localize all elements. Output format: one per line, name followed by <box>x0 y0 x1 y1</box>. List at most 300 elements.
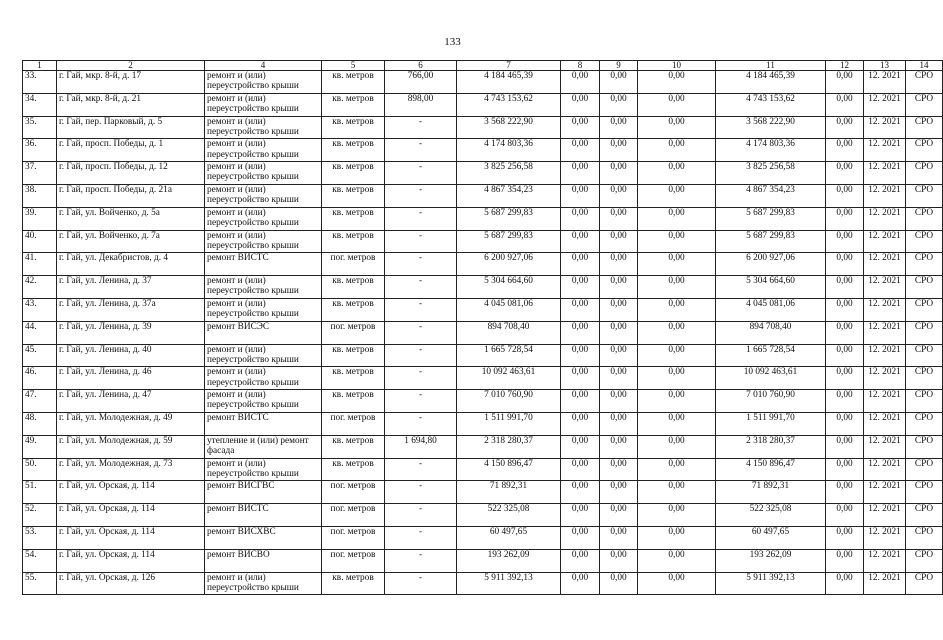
fund-cell-12: 0,00 <box>826 572 864 595</box>
table-body <box>23 71 943 595</box>
unit-cell: пог. метров <box>322 253 385 276</box>
deadline-cell: 12. 2021 <box>864 390 906 413</box>
row-number: 54. <box>23 549 57 572</box>
volume-cell: - <box>385 549 457 572</box>
fund-cell-12: 0,00 <box>826 139 864 162</box>
fund-cell-9: 0,00 <box>600 435 638 458</box>
table-row <box>23 367 943 390</box>
address-cell: г. Гай, ул. Молодежная, д. 49 <box>57 412 205 435</box>
volume-cell: - <box>385 298 457 321</box>
fund-cell-10: 0,00 <box>638 230 716 253</box>
fund-cell-8: 0,00 <box>561 435 600 458</box>
fund-cell-12: 0,00 <box>826 344 864 367</box>
table-row <box>23 253 943 276</box>
owner-funds-cell: 4 867 354,23 <box>716 184 826 207</box>
fund-cell-9: 0,00 <box>600 367 638 390</box>
fund-cell-9: 0,00 <box>600 412 638 435</box>
total-cost-cell: 3 825 256,58 <box>457 162 561 185</box>
total-cost-cell: 3 568 222,90 <box>457 116 561 139</box>
fund-cell-12: 0,00 <box>826 367 864 390</box>
table-row <box>23 390 943 413</box>
table-row <box>23 481 943 504</box>
row-number: 47. <box>23 390 57 413</box>
volume-cell: - <box>385 458 457 481</box>
owner-funds-cell: 5 687 299,83 <box>716 230 826 253</box>
address-cell: г. Гай, ул. Ленина, д. 47 <box>57 390 205 413</box>
address-cell: г. Гай, ул. Молодежная, д. 73 <box>57 458 205 481</box>
source-cell: СРО <box>906 549 943 572</box>
fund-cell-9: 0,00 <box>600 207 638 230</box>
address-cell: г. Гай, ул. Молодежная, д. 59 <box>57 435 205 458</box>
column-header-7: 7 <box>457 61 561 71</box>
fund-cell-8: 0,00 <box>561 162 600 185</box>
source-cell: СРО <box>906 367 943 390</box>
fund-cell-10: 0,00 <box>638 298 716 321</box>
total-cost-cell: 522 325,08 <box>457 504 561 527</box>
table-row <box>23 276 943 299</box>
unit-cell: кв. метров <box>322 367 385 390</box>
work-type-cell: утепление и (или) ремонт фасада <box>205 435 322 458</box>
fund-cell-12: 0,00 <box>826 412 864 435</box>
unit-cell: кв. метров <box>322 207 385 230</box>
column-header-10: 10 <box>638 61 716 71</box>
column-header-2: 2 <box>57 61 205 71</box>
source-cell: СРО <box>906 207 943 230</box>
address-cell: г. Гай, пер. Парковый, д. 5 <box>57 116 205 139</box>
source-cell: СРО <box>906 184 943 207</box>
deadline-cell: 12. 2021 <box>864 298 906 321</box>
total-cost-cell: 4 174 803,36 <box>457 139 561 162</box>
total-cost-cell: 5 687 299,83 <box>457 207 561 230</box>
unit-cell: кв. метров <box>322 230 385 253</box>
address-cell: г. Гай, ул. Орская, д. 126 <box>57 572 205 595</box>
fund-cell-12: 0,00 <box>826 71 864 94</box>
column-header-11: 11 <box>716 61 826 71</box>
work-type-cell: ремонт и (или) переустройство крыши <box>205 139 322 162</box>
work-type-cell: ремонт и (или) переустройство крыши <box>205 276 322 299</box>
fund-cell-8: 0,00 <box>561 344 600 367</box>
unit-cell: кв. метров <box>322 435 385 458</box>
table-row <box>23 344 943 367</box>
table-row <box>23 549 943 572</box>
unit-cell: кв. метров <box>322 344 385 367</box>
work-type-cell: ремонт ВИСТС <box>205 412 322 435</box>
unit-cell: пог. метров <box>322 321 385 344</box>
fund-cell-8: 0,00 <box>561 71 600 94</box>
fund-cell-9: 0,00 <box>600 390 638 413</box>
column-header-6: 6 <box>385 61 457 71</box>
work-type-cell: ремонт ВИСТС <box>205 253 322 276</box>
fund-cell-8: 0,00 <box>561 207 600 230</box>
fund-cell-12: 0,00 <box>826 390 864 413</box>
fund-cell-9: 0,00 <box>600 139 638 162</box>
column-header-4: 4 <box>205 61 322 71</box>
fund-cell-12: 0,00 <box>826 162 864 185</box>
volume-cell: - <box>385 276 457 299</box>
fund-cell-9: 0,00 <box>600 321 638 344</box>
fund-cell-12: 0,00 <box>826 253 864 276</box>
fund-cell-8: 0,00 <box>561 412 600 435</box>
fund-cell-9: 0,00 <box>600 298 638 321</box>
address-cell: г. Гай, ул. Орская, д. 114 <box>57 481 205 504</box>
unit-cell: кв. метров <box>322 276 385 299</box>
source-cell: СРО <box>906 481 943 504</box>
fund-cell-9: 0,00 <box>600 344 638 367</box>
unit-cell: кв. метров <box>322 390 385 413</box>
fund-cell-9: 0,00 <box>600 481 638 504</box>
address-cell: г. Гай, ул. Ленина, д. 39 <box>57 321 205 344</box>
row-number: 40. <box>23 230 57 253</box>
total-cost-cell: 193 262,09 <box>457 549 561 572</box>
unit-cell: кв. метров <box>322 572 385 595</box>
fund-cell-8: 0,00 <box>561 549 600 572</box>
page-number: 133 <box>444 36 461 48</box>
work-type-cell: ремонт ВИСГВС <box>205 481 322 504</box>
source-cell: СРО <box>906 116 943 139</box>
volume-cell: 898,00 <box>385 93 457 116</box>
volume-cell: - <box>385 184 457 207</box>
work-type-cell: ремонт и (или) переустройство крыши <box>205 572 322 595</box>
fund-cell-10: 0,00 <box>638 549 716 572</box>
table-row <box>23 321 943 344</box>
deadline-cell: 12. 2021 <box>864 162 906 185</box>
source-cell: СРО <box>906 458 943 481</box>
total-cost-cell: 1 665 728,54 <box>457 344 561 367</box>
fund-cell-12: 0,00 <box>826 116 864 139</box>
unit-cell: кв. метров <box>322 71 385 94</box>
fund-cell-12: 0,00 <box>826 93 864 116</box>
deadline-cell: 12. 2021 <box>864 412 906 435</box>
total-cost-cell: 894 708,40 <box>457 321 561 344</box>
unit-cell: кв. метров <box>322 139 385 162</box>
fund-cell-12: 0,00 <box>826 435 864 458</box>
work-type-cell: ремонт и (или) переустройство крыши <box>205 207 322 230</box>
deadline-cell: 12. 2021 <box>864 321 906 344</box>
volume-cell: - <box>385 367 457 390</box>
fund-cell-9: 0,00 <box>600 572 638 595</box>
deadline-cell: 12. 2021 <box>864 116 906 139</box>
volume-cell: - <box>385 412 457 435</box>
row-number: 36. <box>23 139 57 162</box>
unit-cell: пог. метров <box>322 549 385 572</box>
volume-cell: 766,00 <box>385 71 457 94</box>
address-cell: г. Гай, мкр. 8-й, д. 21 <box>57 93 205 116</box>
fund-cell-10: 0,00 <box>638 162 716 185</box>
address-cell: г. Гай, ул. Ленина, д. 46 <box>57 367 205 390</box>
total-cost-cell: 4 867 354,23 <box>457 184 561 207</box>
fund-cell-8: 0,00 <box>561 367 600 390</box>
fund-cell-10: 0,00 <box>638 367 716 390</box>
owner-funds-cell: 60 497,65 <box>716 526 826 549</box>
fund-cell-12: 0,00 <box>826 230 864 253</box>
fund-cell-9: 0,00 <box>600 549 638 572</box>
row-number: 38. <box>23 184 57 207</box>
work-type-cell: ремонт ВИСТС <box>205 504 322 527</box>
fund-cell-10: 0,00 <box>638 435 716 458</box>
unit-cell: пог. метров <box>322 412 385 435</box>
unit-cell: кв. метров <box>322 184 385 207</box>
row-number: 33. <box>23 71 57 94</box>
source-cell: СРО <box>906 344 943 367</box>
row-number: 37. <box>23 162 57 185</box>
deadline-cell: 12. 2021 <box>864 367 906 390</box>
repair-program-table <box>22 60 943 595</box>
fund-cell-8: 0,00 <box>561 458 600 481</box>
row-number: 34. <box>23 93 57 116</box>
owner-funds-cell: 1 665 728,54 <box>716 344 826 367</box>
fund-cell-8: 0,00 <box>561 321 600 344</box>
fund-cell-12: 0,00 <box>826 207 864 230</box>
source-cell: СРО <box>906 276 943 299</box>
column-header-1: 1 <box>23 61 57 71</box>
fund-cell-8: 0,00 <box>561 504 600 527</box>
column-number-row <box>23 61 943 71</box>
work-type-cell: ремонт ВИСВО <box>205 549 322 572</box>
owner-funds-cell: 5 911 392,13 <box>716 572 826 595</box>
owner-funds-cell: 5 687 299,83 <box>716 207 826 230</box>
owner-funds-cell: 2 318 280,37 <box>716 435 826 458</box>
source-cell: СРО <box>906 412 943 435</box>
deadline-cell: 12. 2021 <box>864 184 906 207</box>
owner-funds-cell: 193 262,09 <box>716 549 826 572</box>
work-type-cell: ремонт и (или) переустройство крыши <box>205 71 322 94</box>
total-cost-cell: 5 687 299,83 <box>457 230 561 253</box>
table-row <box>23 458 943 481</box>
source-cell: СРО <box>906 139 943 162</box>
owner-funds-cell: 4 174 803,36 <box>716 139 826 162</box>
column-header-8: 8 <box>561 61 600 71</box>
volume-cell: - <box>385 230 457 253</box>
row-number: 45. <box>23 344 57 367</box>
deadline-cell: 12. 2021 <box>864 253 906 276</box>
total-cost-cell: 5 911 392,13 <box>457 572 561 595</box>
unit-cell: пог. метров <box>322 526 385 549</box>
row-number: 49. <box>23 435 57 458</box>
table-row <box>23 71 943 94</box>
volume-cell: - <box>385 572 457 595</box>
fund-cell-8: 0,00 <box>561 390 600 413</box>
unit-cell: кв. метров <box>322 93 385 116</box>
fund-cell-10: 0,00 <box>638 207 716 230</box>
table-row <box>23 93 943 116</box>
deadline-cell: 12. 2021 <box>864 93 906 116</box>
source-cell: СРО <box>906 230 943 253</box>
total-cost-cell: 5 304 664,60 <box>457 276 561 299</box>
row-number: 50. <box>23 458 57 481</box>
column-header-13: 13 <box>864 61 906 71</box>
fund-cell-10: 0,00 <box>638 321 716 344</box>
deadline-cell: 12. 2021 <box>864 207 906 230</box>
volume-cell: - <box>385 253 457 276</box>
row-number: 55. <box>23 572 57 595</box>
row-number: 39. <box>23 207 57 230</box>
row-number: 42. <box>23 276 57 299</box>
fund-cell-8: 0,00 <box>561 572 600 595</box>
total-cost-cell: 4 045 081,06 <box>457 298 561 321</box>
source-cell: СРО <box>906 321 943 344</box>
fund-cell-10: 0,00 <box>638 526 716 549</box>
fund-cell-9: 0,00 <box>600 71 638 94</box>
source-cell: СРО <box>906 253 943 276</box>
table-row <box>23 184 943 207</box>
row-number: 51. <box>23 481 57 504</box>
work-type-cell: ремонт и (или) переустройство крыши <box>205 93 322 116</box>
table-row <box>23 412 943 435</box>
work-type-cell: ремонт и (или) переустройство крыши <box>205 298 322 321</box>
volume-cell: - <box>385 504 457 527</box>
deadline-cell: 12. 2021 <box>864 549 906 572</box>
row-number: 35. <box>23 116 57 139</box>
table-row <box>23 162 943 185</box>
fund-cell-9: 0,00 <box>600 230 638 253</box>
fund-cell-8: 0,00 <box>561 481 600 504</box>
row-number: 43. <box>23 298 57 321</box>
row-number: 48. <box>23 412 57 435</box>
fund-cell-12: 0,00 <box>826 549 864 572</box>
owner-funds-cell: 4 184 465,39 <box>716 71 826 94</box>
fund-cell-10: 0,00 <box>638 184 716 207</box>
fund-cell-12: 0,00 <box>826 298 864 321</box>
deadline-cell: 12. 2021 <box>864 504 906 527</box>
table-row <box>23 207 943 230</box>
fund-cell-8: 0,00 <box>561 230 600 253</box>
table-row <box>23 572 943 595</box>
owner-funds-cell: 894 708,40 <box>716 321 826 344</box>
volume-cell: - <box>385 116 457 139</box>
fund-cell-8: 0,00 <box>561 298 600 321</box>
deadline-cell: 12. 2021 <box>864 458 906 481</box>
address-cell: г. Гай, ул. Орская, д. 114 <box>57 504 205 527</box>
address-cell: г. Гай, просп. Победы, д. 1 <box>57 139 205 162</box>
fund-cell-10: 0,00 <box>638 93 716 116</box>
deadline-cell: 12. 2021 <box>864 230 906 253</box>
address-cell: г. Гай, ул. Ленина, д. 37а <box>57 298 205 321</box>
table-row <box>23 116 943 139</box>
source-cell: СРО <box>906 162 943 185</box>
total-cost-cell: 1 511 991,70 <box>457 412 561 435</box>
work-type-cell: ремонт и (или) переустройство крыши <box>205 116 322 139</box>
fund-cell-9: 0,00 <box>600 276 638 299</box>
total-cost-cell: 4 150 896,47 <box>457 458 561 481</box>
fund-cell-9: 0,00 <box>600 504 638 527</box>
source-cell: СРО <box>906 71 943 94</box>
fund-cell-10: 0,00 <box>638 390 716 413</box>
work-type-cell: ремонт ВИСЭС <box>205 321 322 344</box>
deadline-cell: 12. 2021 <box>864 276 906 299</box>
address-cell: г. Гай, ул. Ленина, д. 37 <box>57 276 205 299</box>
fund-cell-12: 0,00 <box>826 321 864 344</box>
work-type-cell: ремонт и (или) переустройство крыши <box>205 162 322 185</box>
owner-funds-cell: 4 743 153,62 <box>716 93 826 116</box>
row-number: 46. <box>23 367 57 390</box>
volume-cell: - <box>385 139 457 162</box>
fund-cell-10: 0,00 <box>638 253 716 276</box>
volume-cell: - <box>385 526 457 549</box>
fund-cell-8: 0,00 <box>561 184 600 207</box>
unit-cell: кв. метров <box>322 162 385 185</box>
address-cell: г. Гай, ул. Орская, д. 114 <box>57 549 205 572</box>
address-cell: г. Гай, ул. Войченко, д. 5а <box>57 207 205 230</box>
fund-cell-9: 0,00 <box>600 458 638 481</box>
deadline-cell: 12. 2021 <box>864 344 906 367</box>
fund-cell-12: 0,00 <box>826 526 864 549</box>
fund-cell-10: 0,00 <box>638 71 716 94</box>
fund-cell-9: 0,00 <box>600 116 638 139</box>
fund-cell-10: 0,00 <box>638 504 716 527</box>
deadline-cell: 12. 2021 <box>864 481 906 504</box>
total-cost-cell: 60 497,65 <box>457 526 561 549</box>
volume-cell: - <box>385 390 457 413</box>
volume-cell: - <box>385 344 457 367</box>
fund-cell-12: 0,00 <box>826 481 864 504</box>
source-cell: СРО <box>906 93 943 116</box>
work-type-cell: ремонт и (или) переустройство крыши <box>205 344 322 367</box>
table-row <box>23 526 943 549</box>
owner-funds-cell: 3 568 222,90 <box>716 116 826 139</box>
owner-funds-cell: 6 200 927,06 <box>716 253 826 276</box>
table-row <box>23 504 943 527</box>
address-cell: г. Гай, ул. Декабристов, д. 4 <box>57 253 205 276</box>
table-row <box>23 435 943 458</box>
owner-funds-cell: 71 892,31 <box>716 481 826 504</box>
fund-cell-9: 0,00 <box>600 93 638 116</box>
table-row <box>23 298 943 321</box>
fund-cell-8: 0,00 <box>561 93 600 116</box>
unit-cell: кв. метров <box>322 458 385 481</box>
fund-cell-10: 0,00 <box>638 481 716 504</box>
address-cell: г. Гай, просп. Победы, д. 21а <box>57 184 205 207</box>
deadline-cell: 12. 2021 <box>864 526 906 549</box>
owner-funds-cell: 4 045 081,06 <box>716 298 826 321</box>
address-cell: г. Гай, мкр. 8-й, д. 17 <box>57 71 205 94</box>
volume-cell: 1 694,80 <box>385 435 457 458</box>
fund-cell-10: 0,00 <box>638 458 716 481</box>
deadline-cell: 12. 2021 <box>864 139 906 162</box>
row-number: 44. <box>23 321 57 344</box>
total-cost-cell: 6 200 927,06 <box>457 253 561 276</box>
owner-funds-cell: 522 325,08 <box>716 504 826 527</box>
row-number: 52. <box>23 504 57 527</box>
fund-cell-12: 0,00 <box>826 504 864 527</box>
column-header-14: 14 <box>906 61 943 71</box>
fund-cell-10: 0,00 <box>638 344 716 367</box>
fund-cell-8: 0,00 <box>561 116 600 139</box>
work-type-cell: ремонт и (или) переустройство крыши <box>205 390 322 413</box>
fund-cell-9: 0,00 <box>600 526 638 549</box>
volume-cell: - <box>385 162 457 185</box>
unit-cell: кв. метров <box>322 298 385 321</box>
source-cell: СРО <box>906 298 943 321</box>
fund-cell-10: 0,00 <box>638 139 716 162</box>
fund-cell-9: 0,00 <box>600 184 638 207</box>
unit-cell: кв. метров <box>322 116 385 139</box>
work-type-cell: ремонт и (или) переустройство крыши <box>205 367 322 390</box>
fund-cell-9: 0,00 <box>600 253 638 276</box>
volume-cell: - <box>385 207 457 230</box>
owner-funds-cell: 7 010 760,90 <box>716 390 826 413</box>
work-type-cell: ремонт ВИСХВС <box>205 526 322 549</box>
unit-cell: пог. метров <box>322 504 385 527</box>
owner-funds-cell: 4 150 896,47 <box>716 458 826 481</box>
fund-cell-10: 0,00 <box>638 572 716 595</box>
unit-cell: пог. метров <box>322 481 385 504</box>
row-number: 41. <box>23 253 57 276</box>
column-header-12: 12 <box>826 61 864 71</box>
fund-cell-10: 0,00 <box>638 116 716 139</box>
work-type-cell: ремонт и (или) переустройство крыши <box>205 458 322 481</box>
fund-cell-10: 0,00 <box>638 412 716 435</box>
address-cell: г. Гай, ул. Войченко, д. 7а <box>57 230 205 253</box>
